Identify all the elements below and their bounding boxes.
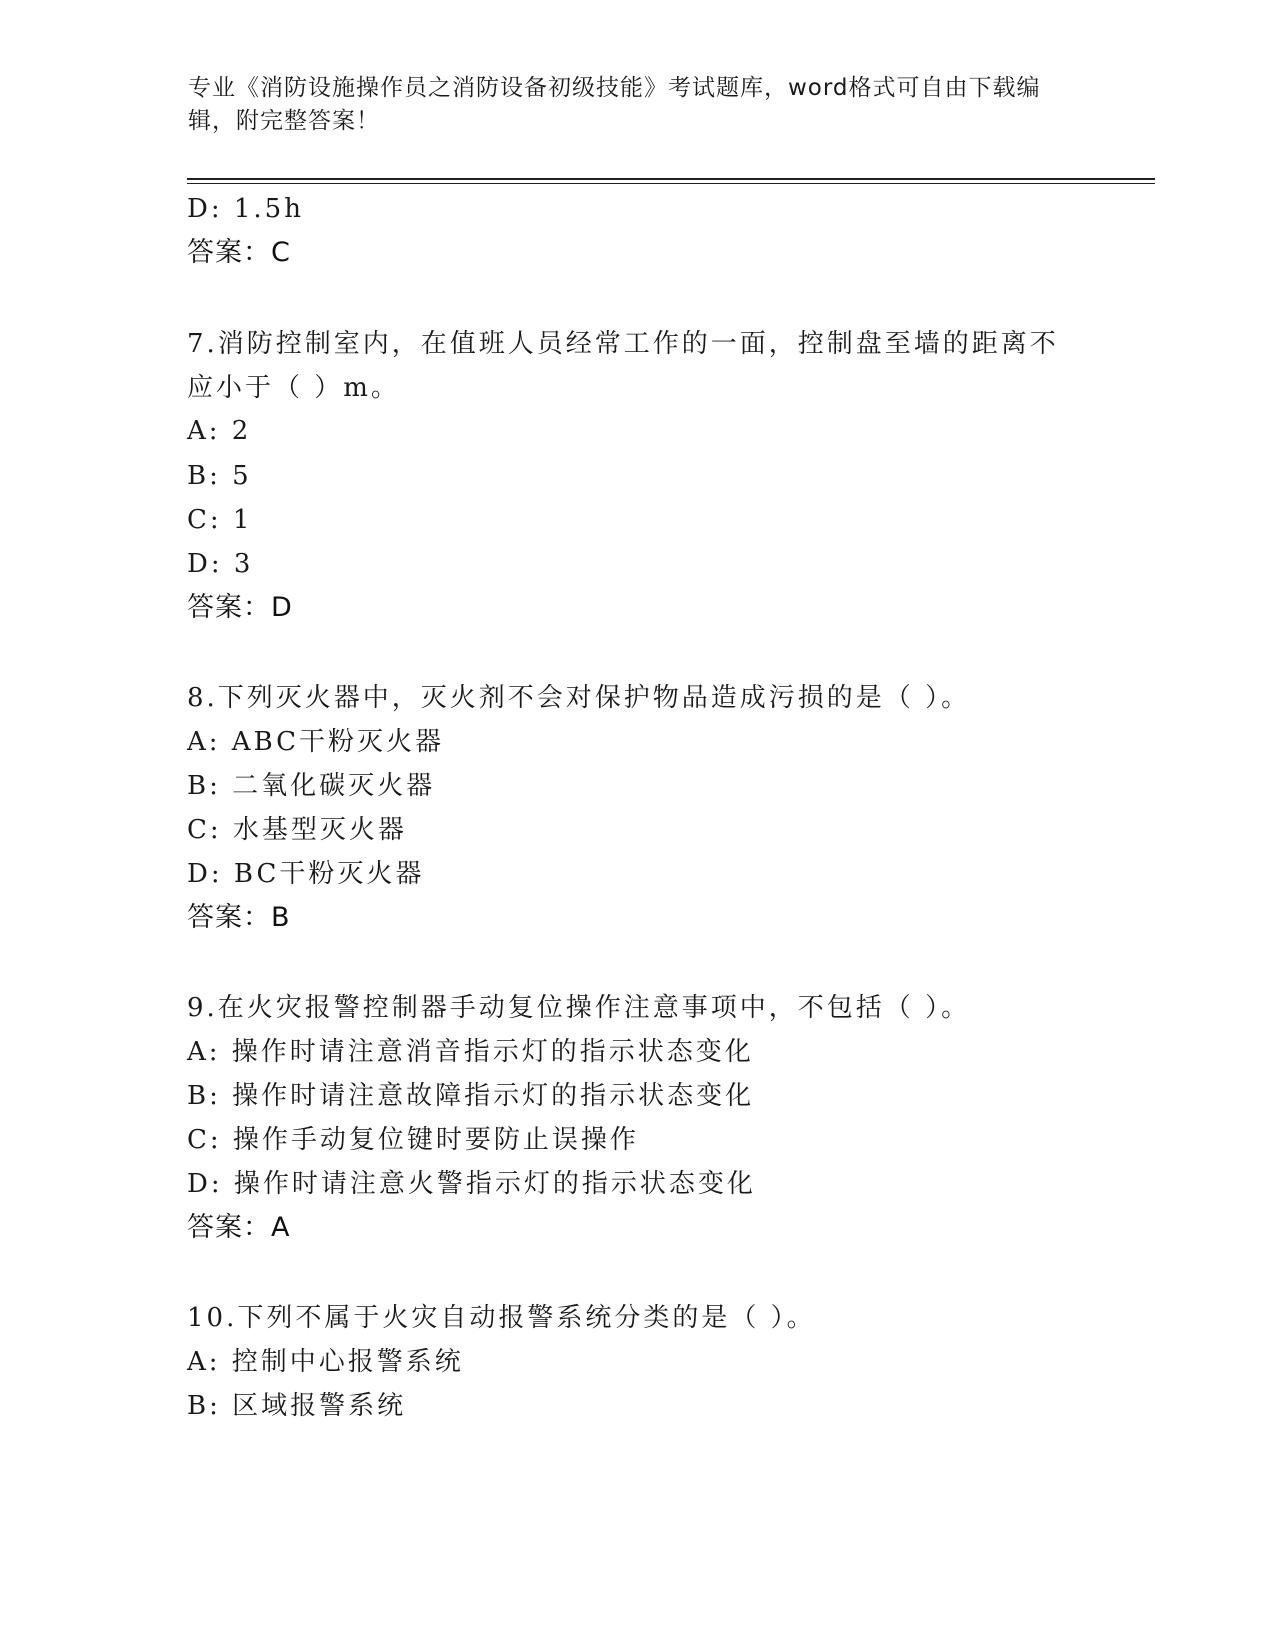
q9-option-d: D: 操作时请注意火警指示灯的指示状态变化 bbox=[187, 1169, 756, 1199]
q7-option-c: C: 1 bbox=[187, 505, 253, 535]
q9-stem: 9.在火灾报警控制器手动复位操作注意事项中，不包括（ ）。 bbox=[187, 993, 971, 1023]
q9-option-c: C: 操作手动复位键时要防止误操作 bbox=[187, 1125, 639, 1155]
q7-stem-line-1: 7.消防控制室内，在值班人员经常工作的一面，控制盘至墙的距离不 bbox=[187, 329, 1059, 359]
q8-option-a: A: ABC干粉灭火器 bbox=[187, 727, 445, 757]
header-divider-thick bbox=[187, 178, 1155, 180]
q7-option-b: B: 5 bbox=[187, 461, 252, 491]
q9-answer: 答案：A bbox=[187, 1212, 291, 1243]
q10-option-a: A: 控制中心报警系统 bbox=[187, 1347, 464, 1377]
header-divider-thin bbox=[187, 183, 1155, 184]
header-line-1: 专业《消防设施操作员之消防设备初级技能》考试题库，word格式可自由下载编 bbox=[188, 75, 1041, 101]
q8-stem: 8.下列灭火器中，灭火剂不会对保护物品造成污损的是（ ）。 bbox=[187, 683, 971, 713]
q10-stem: 10.下列不属于火灾自动报警系统分类的是（ ）。 bbox=[187, 1303, 816, 1333]
q8-option-b: B: 二氧化碳灭火器 bbox=[187, 771, 436, 801]
q6-answer: 答案：C bbox=[187, 237, 291, 268]
q8-option-c: C: 水基型灭火器 bbox=[187, 815, 407, 845]
q9-option-a: A: 操作时请注意消音指示灯的指示状态变化 bbox=[187, 1037, 754, 1067]
q7-answer: 答案：D bbox=[187, 592, 293, 623]
q8-answer: 答案：B bbox=[187, 902, 291, 933]
q9-option-b: B: 操作时请注意故障指示灯的指示状态变化 bbox=[187, 1081, 755, 1111]
header-line-2: 辑，附完整答案！ bbox=[188, 108, 380, 134]
document-header bbox=[188, 72, 1068, 138]
q6-option-d: D: 1.5h bbox=[187, 194, 304, 224]
q8-option-d: D: BC干粉灭火器 bbox=[187, 859, 425, 889]
q7-option-a: A: 2 bbox=[187, 416, 252, 446]
q10-option-b: B: 区域报警系统 bbox=[187, 1391, 407, 1421]
q7-option-d: D: 3 bbox=[187, 549, 254, 579]
q7-stem-line-2: 应小于（ ）m。 bbox=[187, 373, 400, 403]
